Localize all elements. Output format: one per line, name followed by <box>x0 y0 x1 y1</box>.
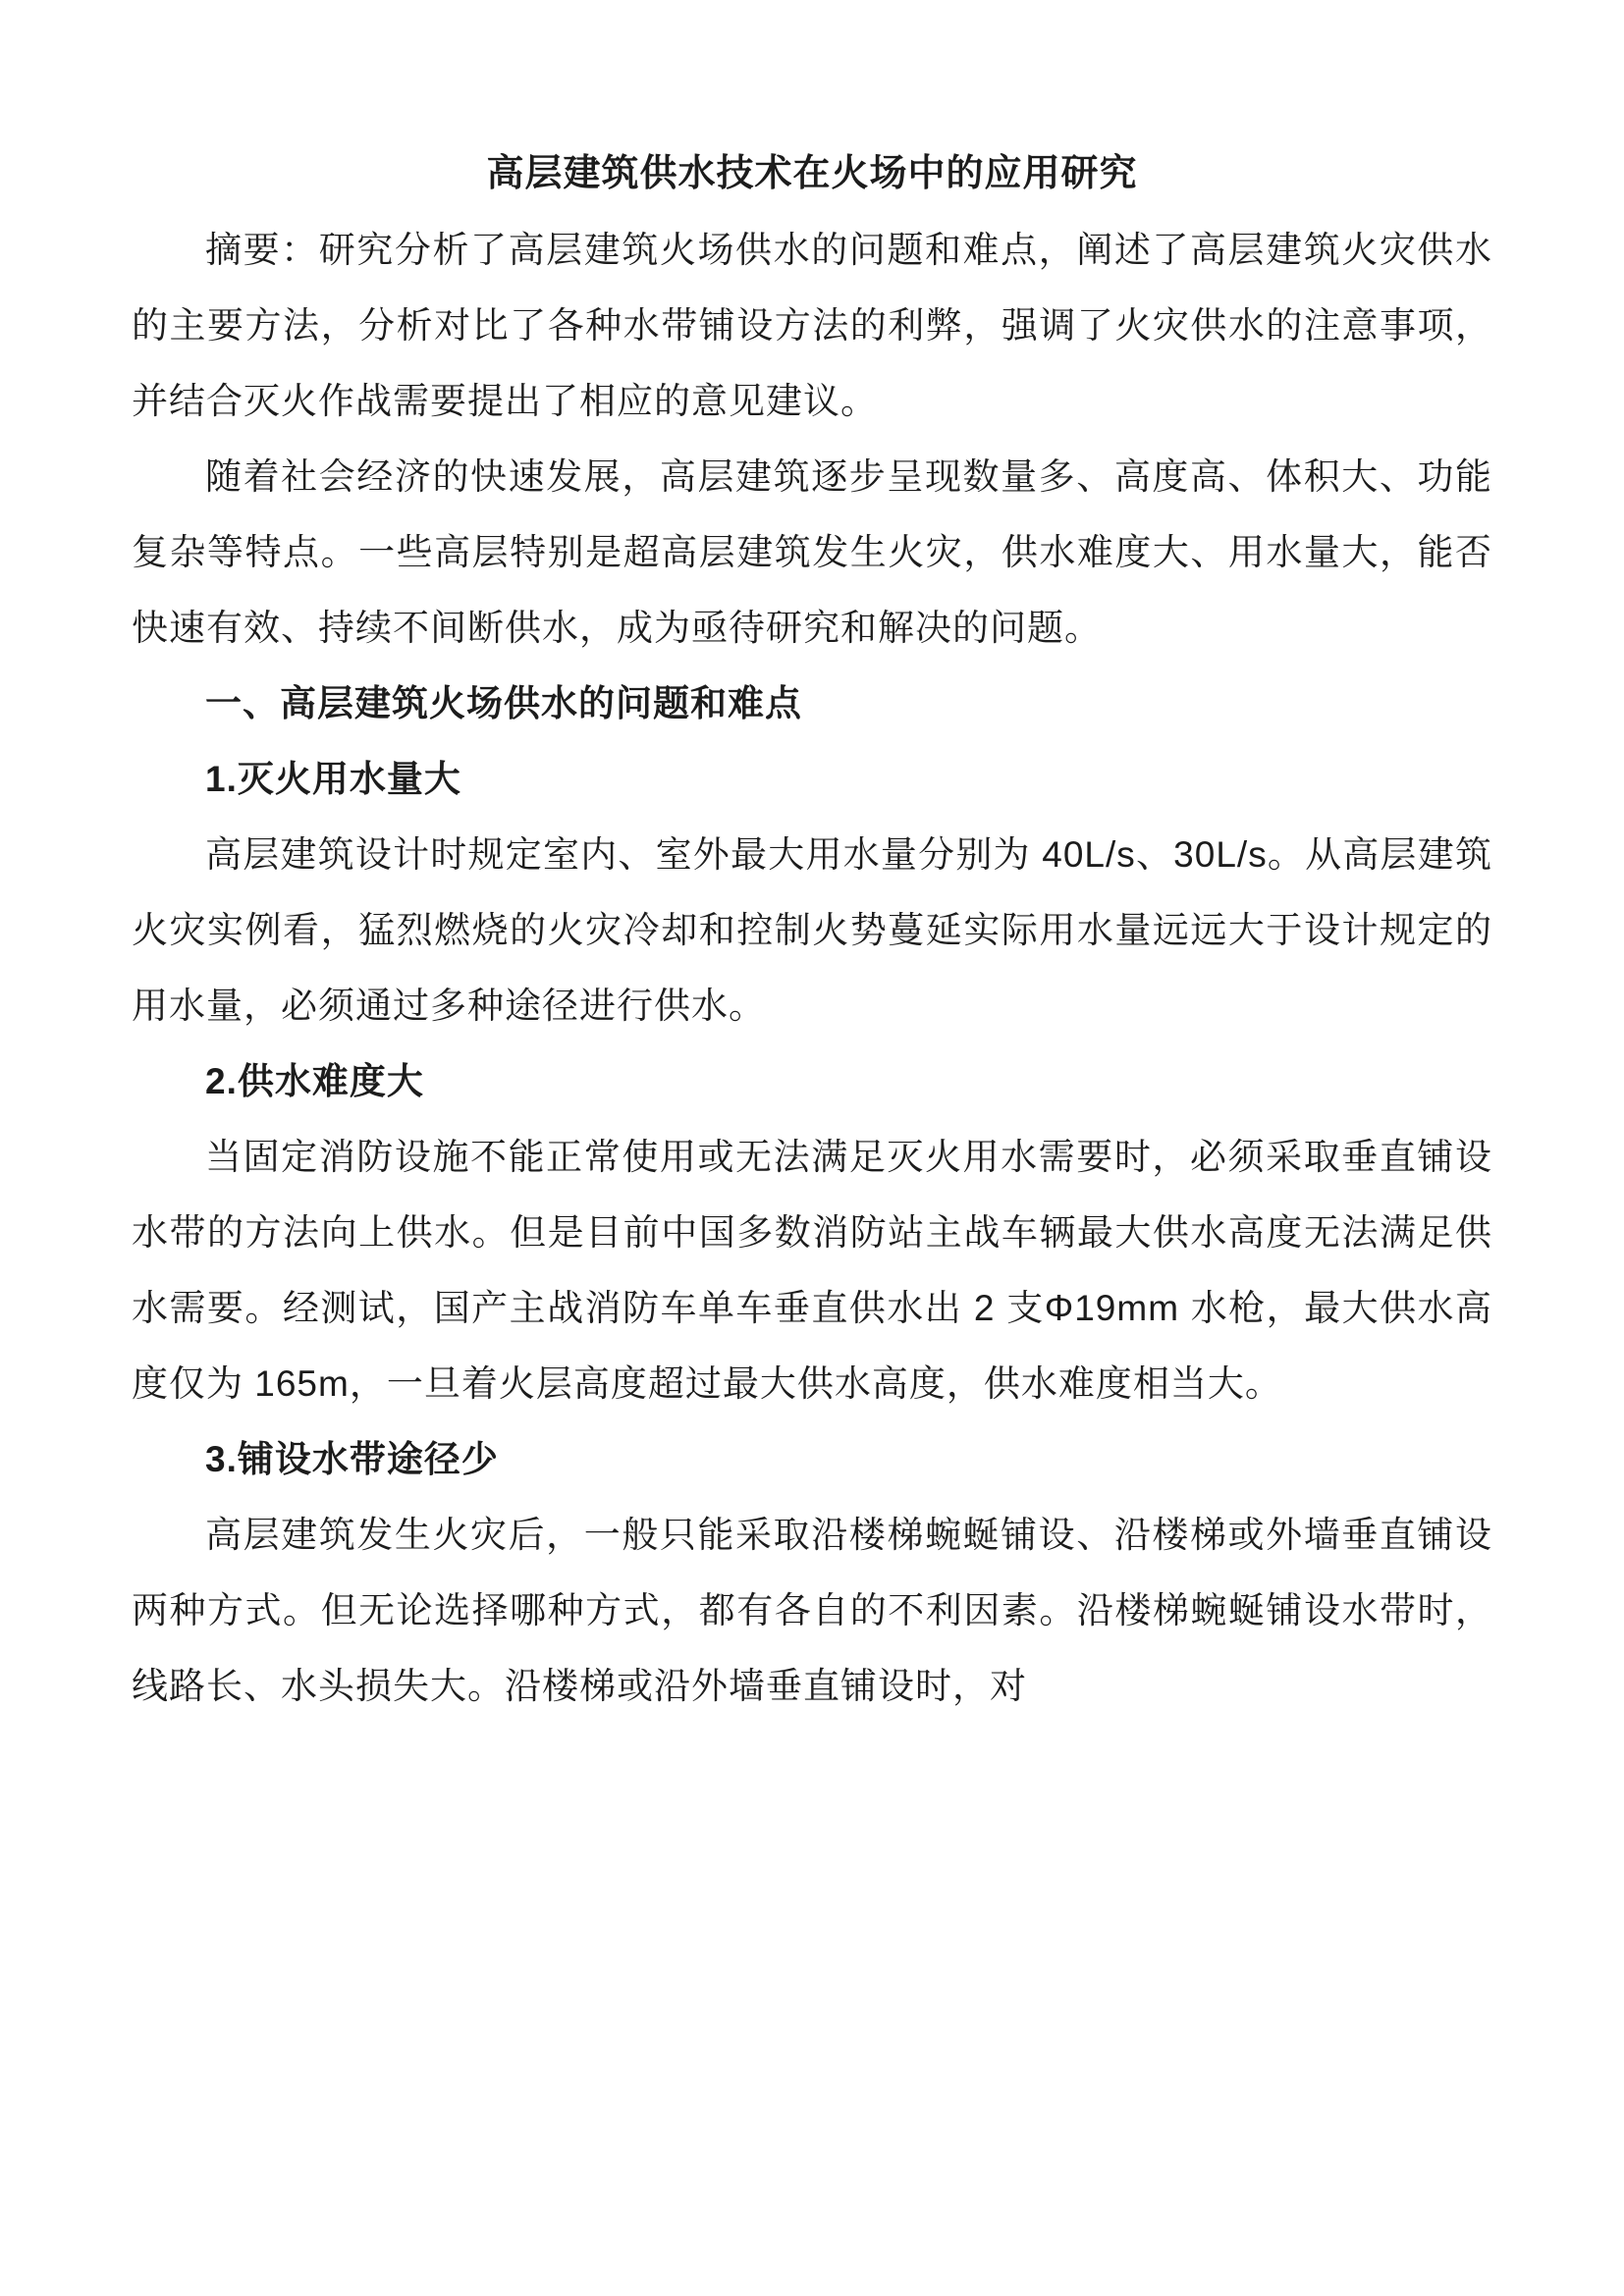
subheading-1-water-volume: 1.灭火用水量大 <box>205 759 461 799</box>
subheading-3-hose-laying-routes: 3.铺设水带途径少 <box>205 1439 499 1479</box>
paragraph-supply-difficulty: 当固定消防设施不能正常使用或无法满足灭火用水需要时，必须采取垂直铺设水带的方法向上供水。但是目前中国多数消防站主战车辆最大供水高度无法满足供水需要。经测试，国产主战消防车单车垂直供水出 2 支Φ19mm 水枪，最大供水高度仅为 165m，一旦着火层高度超过最大供水高度，供水难度相当大。 <box>132 1137 1492 1404</box>
document-title: 高层建筑供水技术在火场中的应用研究 <box>486 153 1138 194</box>
paragraph-introduction: 随着社会经济的快速发展，高层建筑逐步呈现数量多、高度高、体积大、功能复杂等特点。一些高层特别是超高层建筑发生火灾，供水难度大、用水量大，能否快速有效、持续不间断供水，成为亟待研究和解决的问题。 <box>132 456 1492 648</box>
section-heading-problems-and-difficulties: 一、高层建筑火场供水的问题和难点 <box>205 683 802 723</box>
paragraph-water-volume: 高层建筑设计时规定室内、室外最大用水量分别为 40L/s、30L/s。从高层建筑火灾实例看，猛烈燃烧的火灾冷却和控制火势蔓延实际用水量远远大于设计规定的用水量，必须通过多种途径进行供水。 <box>132 834 1492 1026</box>
paragraph-abstract: 摘要：研究分析了高层建筑火场供水的问题和难点，阐述了高层建筑火灾供水的主要方法，分析对比了各种水带铺设方法的利弊，强调了火灾供水的注意事项，并结合灭火作战需要提出了相应的意见建议。 <box>132 230 1492 421</box>
paragraph-hose-laying-routes: 高层建筑发生火灾后，一般只能采取沿楼梯蜿蜒铺设、沿楼梯或外墙垂直铺设两种方式。但无论选择哪种方式，都有各自的不利因素。沿楼梯蜿蜒铺设水带时，线路长、水头损失大。沿楼梯或沿外墙垂直铺设时，对 <box>132 1515 1492 1706</box>
subheading-2-supply-difficulty: 2.供水难度大 <box>205 1061 424 1101</box>
